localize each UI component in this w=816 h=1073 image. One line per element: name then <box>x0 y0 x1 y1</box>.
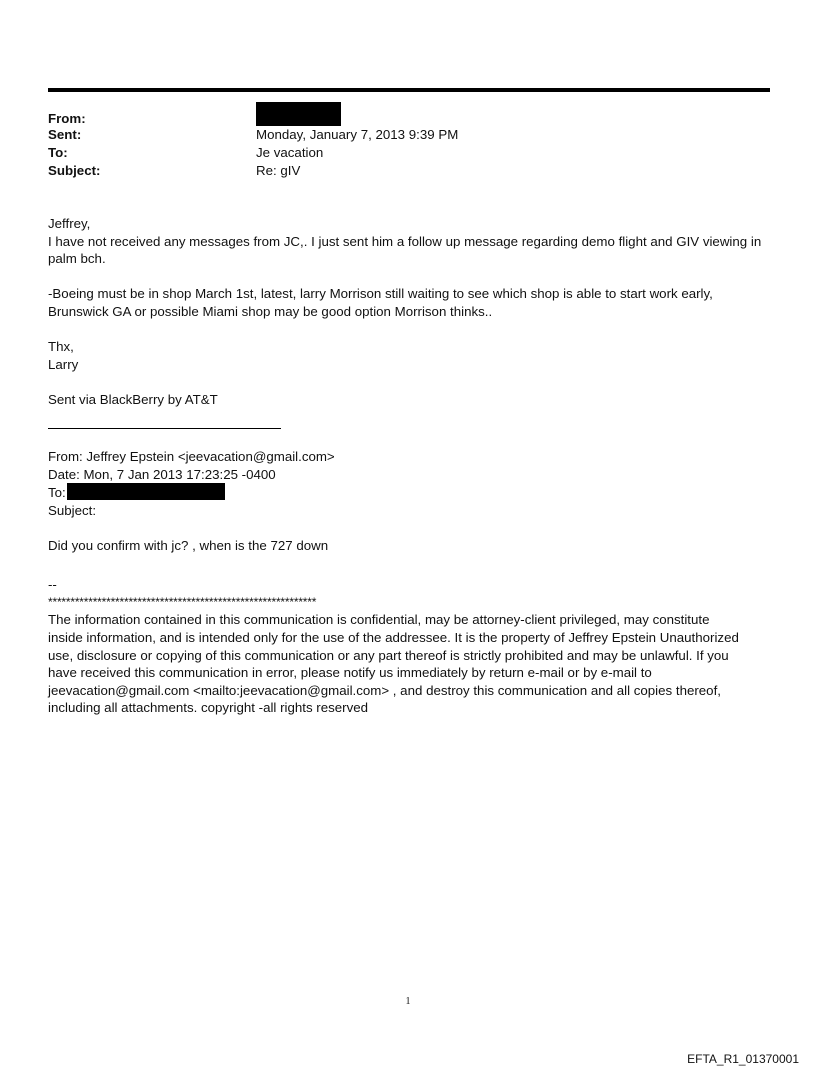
header-rule <box>48 88 770 92</box>
paragraph-1-line-1: I have not received any messages from JC,. I just sent him a follow up message regarding demo flight and GIV viewing in <box>48 233 762 249</box>
greeting: Jeffrey, <box>48 216 91 231</box>
to-value: Je vacation <box>256 145 324 160</box>
blank-line <box>48 268 770 286</box>
subject-value: Re: gIV <box>256 163 301 178</box>
sender-name: Larry <box>48 356 79 372</box>
quoted-from: From: Jeffrey Epstein <jeevacation@gmail.com> <box>48 449 335 464</box>
quoted-to-label: To: <box>48 485 66 501</box>
disclaimer-line: have received this communication in error, please notify us immediately by return e-mail or by e-mail to <box>48 665 652 681</box>
disclaimer-line: including all attachments. copyright -all rights reserved <box>48 700 369 716</box>
disclaimer-line: use, disclosure or copying of this communication or any part thereof is strictly prohibited and may be unlawful. If you <box>48 647 729 663</box>
paragraph-2-line-1: -Boeing must be in shop March 1st, latest, larry Morrison still waiting to see which shop is able to start work early, <box>48 286 713 302</box>
redaction-box <box>67 483 225 500</box>
quoted-subject: Subject: <box>48 502 97 518</box>
from-label: From: <box>48 111 86 126</box>
sent-via: Sent via BlackBerry by AT&T <box>48 391 218 407</box>
to-label: To: <box>48 145 68 160</box>
redaction-box <box>256 102 341 126</box>
paragraph-1-line-2: palm bch. <box>48 251 106 267</box>
disclaimer-line: The information contained in this communication is confidential, may be attorney-client privileged, may constitute <box>48 612 710 628</box>
disclaimer-line: jeevacation@gmail.com <mailto:jeevacation@gmail.com> , and destroy this communication and all copies thereof, <box>48 682 721 698</box>
document-id: EFTA_R1_01370001 <box>687 1052 799 1066</box>
quote-separator <box>48 428 281 429</box>
sent-value: Monday, January 7, 2013 9:39 PM <box>256 127 459 142</box>
quoted-text: Did you confirm with jc? , when is the 727 down <box>48 537 329 553</box>
paragraph-2-line-2: Brunswick GA or possible Miami shop may be good option Morrison thinks.. <box>48 303 493 319</box>
blank-line <box>48 373 770 391</box>
signature-dashes: -- <box>48 577 57 593</box>
page-number: 1 <box>405 996 411 1007</box>
quoted-to-row <box>48 483 770 502</box>
subject-label: Subject: <box>48 163 101 178</box>
quoted-message <box>48 448 770 717</box>
blank-line <box>48 555 770 573</box>
signature-stars: ************************************************************ <box>48 594 317 609</box>
reply-body <box>48 215 770 409</box>
disclaimer-line: inside information, and is intended only for the use of the addressee. It is the property of Jeffrey Epstein Unauthorized <box>48 629 739 645</box>
signoff: Thx, <box>48 339 74 355</box>
blank-line <box>48 321 770 339</box>
sent-label: Sent: <box>48 127 82 142</box>
blank-line <box>48 519 770 537</box>
quoted-date: Date: Mon, 7 Jan 2013 17:23:25 -0400 <box>48 466 276 482</box>
